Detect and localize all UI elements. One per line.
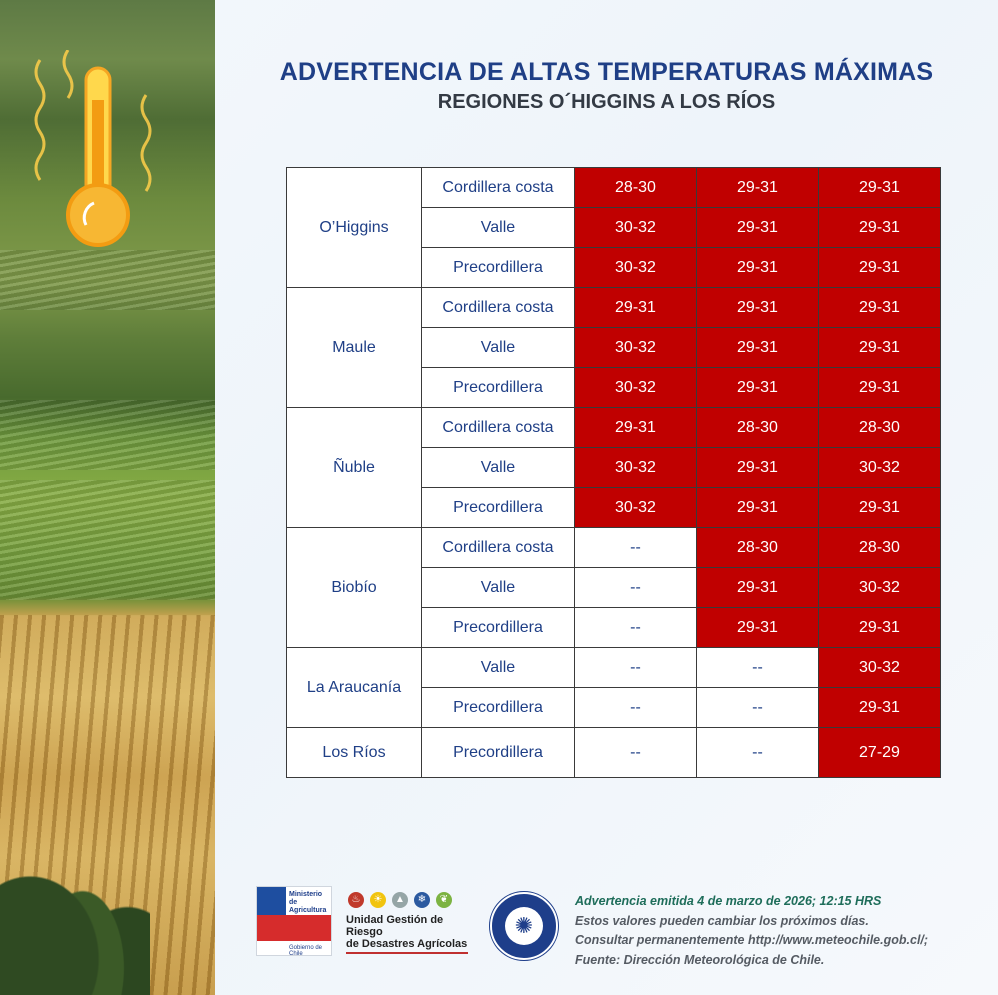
temperature-cell: 29-31 (819, 248, 941, 288)
temperature-cell: 28-30 (697, 408, 819, 448)
compass-icon: ✺ (505, 907, 543, 945)
temperature-cell: 29-31 (697, 328, 819, 368)
temperature-cell: 30-32 (575, 488, 697, 528)
temperature-cell: -- (575, 528, 697, 568)
temperature-cell: 29-31 (819, 688, 941, 728)
temperature-cell: 30-32 (575, 208, 697, 248)
temperature-cell: 28-30 (697, 528, 819, 568)
region-cell: Los Ríos (287, 728, 422, 778)
page-title: ADVERTENCIA DE ALTAS TEMPERATURAS MÁXIMAS (279, 58, 934, 86)
temperature-cell: -- (575, 648, 697, 688)
table-row (287, 288, 941, 328)
temperature-cell: 29-31 (697, 608, 819, 648)
temperature-cell: 30-32 (819, 648, 941, 688)
temperature-cell: 30-32 (575, 248, 697, 288)
temperature-cell: 29-31 (819, 208, 941, 248)
page-subtitle: REGIONES O´HIGGINS A LOS RÍOS (437, 91, 776, 113)
temperature-cell: 29-31 (697, 248, 819, 288)
temperature-cell: 29-31 (819, 288, 941, 328)
zone-cell: Precordillera (422, 688, 575, 728)
table-row (287, 648, 941, 688)
temperature-cell: 29-31 (697, 168, 819, 208)
issued-line: Advertencia emitida 4 de marzo de 2026; 12:15 HRS (575, 894, 882, 908)
zone-cell: Cordillera costa (422, 528, 575, 568)
zone-cell: Precordillera (422, 608, 575, 648)
thermometer-icon (28, 50, 158, 250)
temperature-cell: -- (697, 728, 819, 778)
zone-cell: Valle (422, 568, 575, 608)
fire-icon: ♨ (348, 892, 364, 908)
zone-cell: Valle (422, 328, 575, 368)
temperature-cell: 30-32 (575, 368, 697, 408)
temperature-cell: -- (575, 688, 697, 728)
zone-cell: Valle (422, 648, 575, 688)
ministerio-agricultura-logo: Ministerio de Agricultura Gobierno de Chile (256, 886, 332, 956)
region-cell: Biobío (287, 528, 422, 648)
temperature-cell: 29-31 (697, 288, 819, 328)
zone-cell: Cordillera costa (422, 168, 575, 208)
note-line-4: Fuente: Dirección Meteorológica de Chile. (575, 952, 825, 967)
zone-cell: Precordillera (422, 248, 575, 288)
temperature-cell: 30-32 (575, 328, 697, 368)
temperature-cell: -- (575, 568, 697, 608)
temperature-cell: 28-30 (575, 168, 697, 208)
temperature-cell: 29-31 (697, 368, 819, 408)
temperature-cell: 29-31 (819, 488, 941, 528)
temperature-cell: 30-32 (819, 448, 941, 488)
zone-cell: Valle (422, 448, 575, 488)
temperature-cell: 29-31 (819, 368, 941, 408)
temperature-cell: 28-30 (819, 528, 941, 568)
zone-cell: Cordillera costa (422, 408, 575, 448)
temperature-cell: 29-31 (697, 488, 819, 528)
table-row (287, 408, 941, 448)
zone-cell: Cordillera costa (422, 288, 575, 328)
region-cell: O’Higgins (287, 168, 422, 288)
mountain-icon: ▲ (392, 892, 408, 908)
temperature-cell: 29-31 (575, 408, 697, 448)
temperature-cell: 30-32 (575, 448, 697, 488)
note-line-2: Estos valores pueden cambiar los próximos días. (575, 913, 869, 928)
temperature-cell: 29-31 (697, 568, 819, 608)
temperature-cell: 28-30 (819, 408, 941, 448)
table-row (287, 528, 941, 568)
temperature-cell: 27-29 (819, 728, 941, 778)
temperature-cell: 29-31 (697, 208, 819, 248)
note-line-3: Consultar permanentemente http://www.meteochile.gob.cl/; (575, 933, 929, 947)
zone-cell: Precordillera (422, 368, 575, 408)
temperature-cell: -- (697, 648, 819, 688)
region-cell: La Araucanía (287, 648, 422, 728)
zone-cell: Precordillera (422, 488, 575, 528)
sun-icon: ☀ (370, 892, 386, 908)
table-row (287, 168, 941, 208)
temperature-cell: -- (575, 608, 697, 648)
footer-note (575, 892, 928, 970)
temperature-cell: -- (697, 688, 819, 728)
temperature-table (286, 167, 941, 778)
temperature-cell: 29-31 (819, 168, 941, 208)
temperature-cell: 29-31 (819, 328, 941, 368)
region-cell: Ñuble (287, 408, 422, 528)
temperature-cell: 29-31 (819, 608, 941, 648)
snow-icon: ❄ (414, 892, 430, 908)
temperature-cell: 30-32 (819, 568, 941, 608)
temperature-cell: 29-31 (697, 448, 819, 488)
zone-cell: Precordillera (422, 728, 575, 778)
temperature-cell: -- (575, 728, 697, 778)
meteochile-logo (490, 892, 558, 960)
zone-cell: Valle (422, 208, 575, 248)
region-cell: Maule (287, 288, 422, 408)
farmland-photo (0, 0, 215, 995)
ugrda-logo: ♨ ☀ ▲ ❄ ❦ Unidad Gestión de Riesgo de Desastres Agrícolas (346, 892, 476, 954)
table-row (287, 728, 941, 778)
leaf-icon: ❦ (436, 892, 452, 908)
temperature-cell: 29-31 (575, 288, 697, 328)
